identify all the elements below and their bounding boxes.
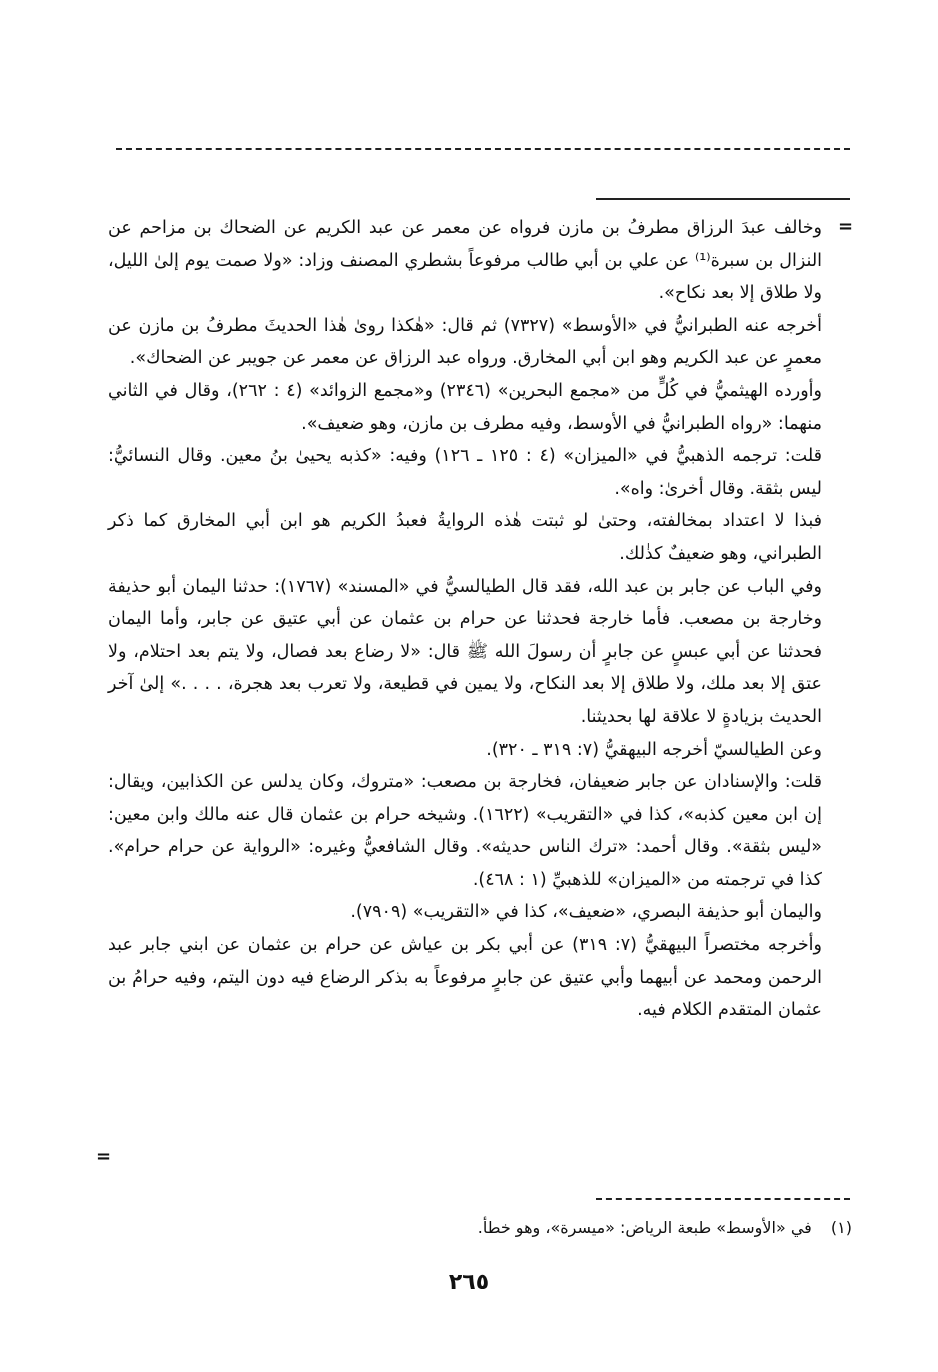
paragraph-6: وفي الباب عن جابر بن عبد الله، فقد قال الطيالسيُّ في «المسند» (١٧٦٧): حدثنا اليمان أبو حذيفة وخارجة بن مصعب. فأما خارجة فحدثنا عن حرام بن عثمان عن أبي عتيق عن جابر، وأما اليمان فحدثنا عن أبي عبسٍ عن جابرٍ أن رسولَ الله ﷺ قال: «لا رضاع بعد فصال، ولا يتم بعد احتلام، ولا عتق إلا بعد ملك، ولا طلاق إلا بعد النكاح، ولا يمين في قطيعة، ولا تعرب بعد هجرة، . . . .» إلىٰ آخر الحديث بزيادةٍ لا علاقة لها بحديثنا.: [108, 576, 822, 727]
continuation-mark-start: =: [838, 216, 854, 237]
main-text: [108, 212, 822, 1027]
footnote: [300, 1216, 852, 1240]
page-number: ٢٦٥: [448, 1270, 490, 1295]
paragraph-5: فبذا لا اعتداد بمخالفته، وحتىٰ لو ثبتت هٰذه الروايةُ فعبدُ الكريم هو ابن أبي المخارق كما ذكر الطبراني، وهو ضعيفٌ كذٰلك.: [108, 511, 822, 564]
footnote-separator: [596, 1198, 850, 1200]
paragraph-1: وخالف عبدَ الرزاق مطرفُ بن مازن فرواه عن معمر عن عبد الكريم عن الضحاك بن مزاحم عن النزال بن سبرة⁽¹⁾ عن علي بن أبي طالب مرفوعاً بشطري المصنف وزاد: «ولا صمت يوم إلىٰ الليل، ولا طلاق إلا بعد نكاح».: [108, 218, 823, 304]
paragraph-9: واليمان أبو حذيفة البصري، «ضعيف»، كذا في «التقريب» (٧٩٠٩).: [350, 902, 822, 923]
paragraph-10: وأخرجه مختصراً البيهقيُّ (٧: ٣١٩) عن أبي بكر بن عياش عن حرام بن عثمان عن ابني جابر عبد الرحمن ومحمد عن أبيهما وأبي عتيق عن جابرٍ مرفوعاً به بذكر الرضاع فيه دون اليتم، وفيه حرامُ بن عثمان المتقدم الكلام فيه.: [108, 935, 822, 1021]
paragraph-7: وعن الطيالسيّ أخرجه البيهقيُّ (٧: ٣١٩ ـ ٣٢٠).: [486, 739, 822, 760]
footnote-text: في «الأوسط» طبعة الرياض: «ميسرة»، وهو خطأ.: [477, 1218, 812, 1237]
paragraph-8: قلت: والإسنادان عن جابر ضعيفان، فخارجة بن مصعب: «متروك، وكان يدلس عن الكذابين، ويقال: إن ابن معين كذبه»، كذا في «التقريب» (١٦٢٢). وشيخه حرام بن عثمان قال عنه مالك وابن معين: «ليس بثقة». وقال أحمد: «ترك الناس حديثه». وقال الشافعيُّ وغيره: «الرواية عن حرام حرام». كذا في ترجمته من «الميزان» للذهبيِّ (١ : ٤٦٨).: [108, 772, 822, 890]
paragraph-2: أخرجه عنه الطبرانيُّ في «الأوسط» (٧٣٢٧) ثم قال: «هٰكذا روىٰ هٰذا الحديثَ مطرفُ بن مازن عن معمرٍ عن عبد الكريم وهو ابن أبي المخارق. ورواه عبد الرزاق عن معمر عن جويبر عن الضحاك».: [108, 315, 822, 369]
paragraph-4: قلت: ترجمه الذهبيُّ في «الميزان» (٤ : ١٢٥ ـ ١٢٦) وفيه: «كذبه يحيىٰ بنُ معين. وقال النسائيُّ: ليس بثقة. وقال أخرىٰ: واه».: [108, 446, 822, 499]
continuation-mark-end: =: [96, 1146, 112, 1167]
paragraph-3: وأورده الهيثميُّ في كُلٍّ من «مجمع البحرين» (٢٣٤٦) و«مجمع الزوائد» (٤ : ٢٦٢)، وقال في الثاني منهما: «رواه الطبرانيُّ في الأوسط، وفيه مطرف بن مازن، وهو ضعيف».: [108, 380, 822, 434]
footnote-number: (١): [830, 1218, 852, 1237]
section-rule: [596, 198, 850, 200]
header-dashed-rule: [116, 148, 850, 150]
